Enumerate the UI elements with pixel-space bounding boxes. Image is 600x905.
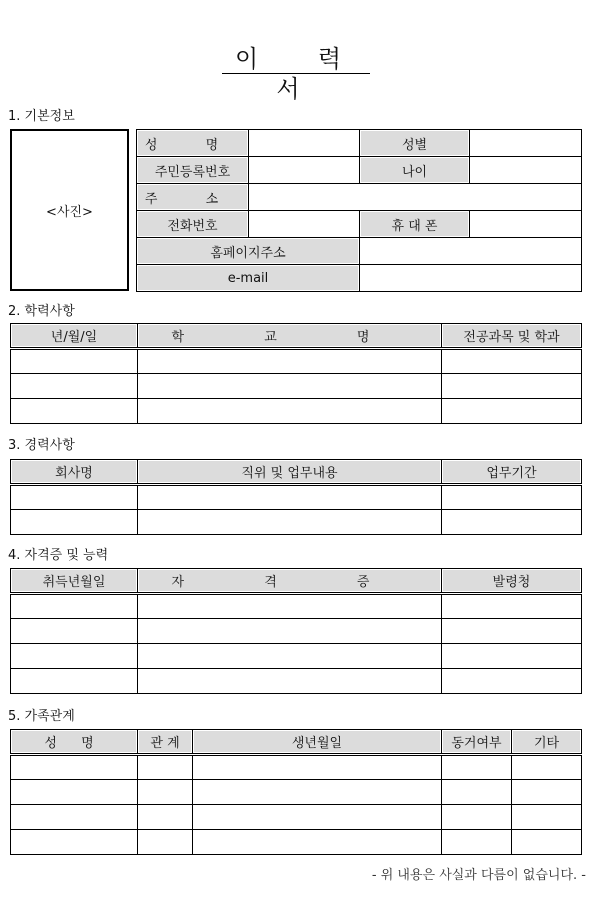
section-education: 2. 학력사항 xyxy=(8,304,75,319)
family-header-birth: 생년월일 xyxy=(193,730,442,755)
career-header-period: 업무기간 xyxy=(442,460,582,485)
table-cell[interactable] xyxy=(442,399,582,424)
table-cell[interactable] xyxy=(512,805,582,830)
table-cell[interactable] xyxy=(442,619,582,644)
mobile-label: 휴 대 폰 xyxy=(360,211,470,238)
table-cell[interactable] xyxy=(11,755,138,780)
table-cell[interactable] xyxy=(442,510,582,535)
career-header-duties: 직위 및 업무내용 xyxy=(138,460,442,485)
table-cell[interactable] xyxy=(442,830,512,855)
table-cell[interactable] xyxy=(138,374,442,399)
homepage-label: 홈페이지주소 xyxy=(137,238,360,265)
address-label: 주 소 xyxy=(137,184,249,211)
age-field[interactable] xyxy=(470,157,582,184)
education-header-major: 전공과목 및 학과 xyxy=(442,324,582,349)
table-cell[interactable] xyxy=(138,644,442,669)
phone-field[interactable] xyxy=(249,211,360,238)
table-cell[interactable] xyxy=(193,830,442,855)
table-cell[interactable] xyxy=(11,399,138,424)
family-header-etc: 기타 xyxy=(512,730,582,755)
table-cell[interactable] xyxy=(512,755,582,780)
table-cell[interactable] xyxy=(442,349,582,374)
table-row xyxy=(11,619,582,644)
table-cell[interactable] xyxy=(138,594,442,619)
table-cell[interactable] xyxy=(11,644,138,669)
table-cell[interactable] xyxy=(442,374,582,399)
address-field[interactable] xyxy=(249,184,582,211)
table-cell[interactable] xyxy=(138,399,442,424)
table-header-row xyxy=(11,460,582,485)
table-cell[interactable] xyxy=(193,755,442,780)
name-field[interactable] xyxy=(249,130,360,157)
table-cell[interactable] xyxy=(442,780,512,805)
table-header-row xyxy=(137,184,582,211)
table-header-row xyxy=(11,730,582,755)
family-header-cohabit: 동거여부 xyxy=(442,730,512,755)
table-row xyxy=(11,510,582,535)
table-cell[interactable] xyxy=(138,669,442,694)
table-cell[interactable] xyxy=(11,349,138,374)
table-cell[interactable] xyxy=(512,780,582,805)
table-cell[interactable] xyxy=(11,805,138,830)
photo-box[interactable] xyxy=(10,129,129,291)
table-row xyxy=(11,349,582,374)
education-table xyxy=(10,323,582,424)
rrn-label: 주민등록번호 xyxy=(137,157,249,184)
table-row xyxy=(11,780,582,805)
table-cell[interactable] xyxy=(11,669,138,694)
table-cell[interactable] xyxy=(442,644,582,669)
table-cell[interactable] xyxy=(442,485,582,510)
section-career: 3. 경력사항 xyxy=(8,438,75,453)
career-header-company: 회사명 xyxy=(11,460,138,485)
table-cell[interactable] xyxy=(442,755,512,780)
table-cell[interactable] xyxy=(11,374,138,399)
name-label: 성 명 xyxy=(137,130,249,157)
family-header-name: 성 명 xyxy=(11,730,138,755)
table-cell[interactable] xyxy=(138,619,442,644)
mobile-field[interactable] xyxy=(470,211,582,238)
table-cell[interactable] xyxy=(442,805,512,830)
license-header-cert: 자 격 증 xyxy=(138,569,442,594)
table-cell[interactable] xyxy=(138,755,193,780)
email-label: e-mail xyxy=(137,265,360,292)
basic-info-table xyxy=(136,129,582,292)
table-header-row xyxy=(137,130,582,157)
table-cell[interactable] xyxy=(138,830,193,855)
license-header-date: 취득년월일 xyxy=(11,569,138,594)
education-header-date: 년/월/일 xyxy=(11,324,138,349)
table-row xyxy=(11,644,582,669)
table-cell[interactable] xyxy=(11,780,138,805)
table-row xyxy=(11,755,582,780)
table-header-row xyxy=(137,265,582,292)
homepage-field[interactable] xyxy=(360,238,582,265)
table-row xyxy=(11,399,582,424)
table-row xyxy=(11,374,582,399)
phone-label: 전화번호 xyxy=(137,211,249,238)
family-table xyxy=(10,729,582,855)
license-header-issuer: 발령청 xyxy=(442,569,582,594)
family-header-relation: 관 계 xyxy=(138,730,193,755)
email-field[interactable] xyxy=(360,265,582,292)
table-row xyxy=(11,594,582,619)
table-header-row xyxy=(137,157,582,184)
table-cell[interactable] xyxy=(138,485,442,510)
table-cell[interactable] xyxy=(11,510,138,535)
table-cell[interactable] xyxy=(11,485,138,510)
table-header-row xyxy=(137,211,582,238)
rrn-field[interactable] xyxy=(249,157,360,184)
section-basic-info: 1. 기본정보 xyxy=(8,109,75,124)
document-title: 이 력 서 xyxy=(222,44,370,74)
footer-statement: - 위 내용은 사실과 다름이 없습니다. - xyxy=(371,868,586,883)
table-cell[interactable] xyxy=(138,805,193,830)
table-cell[interactable] xyxy=(193,805,442,830)
gender-label: 성별 xyxy=(360,130,470,157)
table-row xyxy=(11,669,582,694)
table-cell[interactable] xyxy=(138,349,442,374)
table-row xyxy=(11,805,582,830)
table-cell[interactable] xyxy=(138,510,442,535)
section-license: 4. 자격증 및 능력 xyxy=(8,548,109,563)
table-header-row xyxy=(11,569,582,594)
table-cell[interactable] xyxy=(512,830,582,855)
table-cell[interactable] xyxy=(193,780,442,805)
license-table xyxy=(10,568,582,694)
age-label: 나이 xyxy=(360,157,470,184)
table-cell[interactable] xyxy=(442,594,582,619)
section-family: 5. 가족관계 xyxy=(8,709,75,724)
table-cell[interactable] xyxy=(11,619,138,644)
table-cell[interactable] xyxy=(442,669,582,694)
career-table xyxy=(10,459,582,535)
table-cell[interactable] xyxy=(138,780,193,805)
gender-field[interactable] xyxy=(470,130,582,157)
table-row xyxy=(11,485,582,510)
table-header-row xyxy=(11,324,582,349)
table-cell[interactable] xyxy=(11,830,138,855)
table-cell[interactable] xyxy=(11,594,138,619)
table-header-row xyxy=(137,238,582,265)
table-row xyxy=(11,830,582,855)
education-header-school: 학 교 명 xyxy=(138,324,442,349)
photo-placeholder: <사진> xyxy=(46,204,93,220)
